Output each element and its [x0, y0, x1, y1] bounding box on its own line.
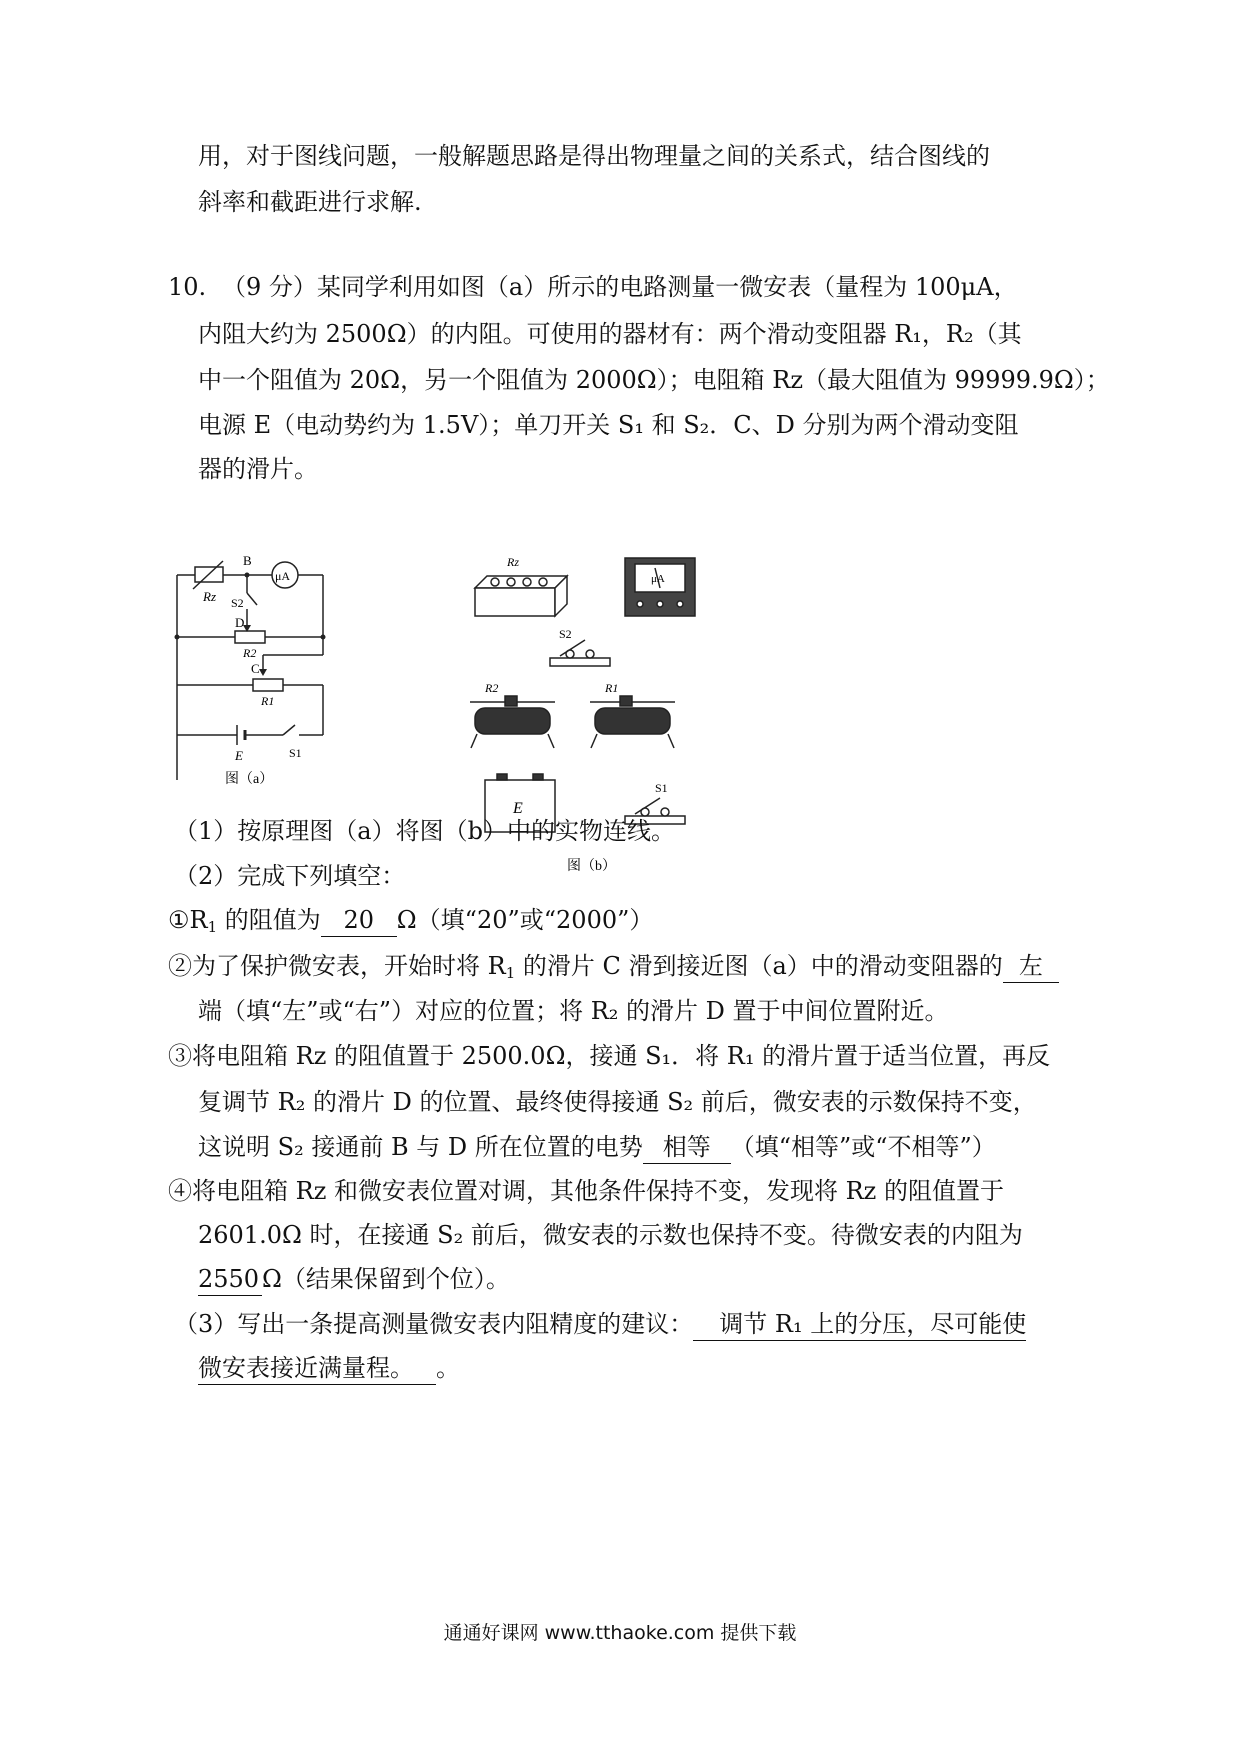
fig-a-label-s2: S2	[231, 596, 244, 610]
fig-a-caption: 图（a）	[225, 772, 274, 787]
q2-sub: 1	[505, 964, 516, 982]
p3-end: 。	[436, 1354, 460, 1382]
fig-b-label-ua: μA	[651, 573, 665, 585]
q1-post: Ω（填“20”或“2000”）	[396, 906, 654, 934]
p3-prefix: （3）写出一条提高测量微安表内阻精度的建议：	[174, 1310, 694, 1338]
q4-answer: 2550	[198, 1263, 262, 1296]
fig-b-label-s2: S2	[559, 627, 572, 641]
fig-a-label-e: E	[235, 748, 243, 763]
q2-line-2: 端（填“左”或“右”）对应的位置；将 R₂ 的滑片 D 置于中间位置附近。	[198, 997, 949, 1025]
q4-line-3	[198, 1263, 510, 1296]
intro-line-2: 斜率和截距进行求解.	[198, 188, 422, 216]
part-1: （1）按原理图（a）将图（b）中的实物连线。	[174, 817, 675, 845]
q4-line-2: 2601.0Ω 时，在接通 S₂ 前后，微安表的示数也保持不变。待微安表的内阻为	[198, 1221, 1023, 1249]
question-line-4: 电源 E（电动势约为 1.5V）；单刀开关 S₁ 和 S₂．C、D 分别为两个滑动变阻	[198, 411, 1019, 439]
fig-b-label-r2: R2	[485, 681, 499, 695]
q3-line-1: ③将电阻箱 Rz 的阻值置于 2500.0Ω，接通 S₁．将 R₁ 的滑片置于适当位置，再反	[168, 1042, 1051, 1070]
q3-line-3	[198, 1131, 996, 1164]
fig-b-label-e: E	[513, 800, 523, 817]
page-footer: 通通好课网 www.tthaoke.com 提供下载	[443, 1622, 797, 1644]
q1-line	[168, 904, 653, 943]
q4-post: Ω（结果保留到个位）。	[262, 1265, 510, 1293]
q3-prefix: 这说明 S₂ 接通前 B 与 D 所在位置的电势	[198, 1133, 643, 1161]
fig-b-label-rz: Rz	[507, 555, 519, 569]
q4-line-1: ④将电阻箱 Rz 和微安表位置对调，其他条件保持不变，发现将 Rz 的阻值置于	[168, 1177, 1004, 1205]
p3-line-2	[198, 1352, 460, 1385]
fig-a-label-s1: S1	[289, 746, 302, 760]
q1-answer: 20	[321, 904, 397, 937]
q1-sub: 1	[207, 918, 218, 936]
q2-mid: 的滑片 C 滑到接近图（a）中的滑动变阻器的	[515, 952, 1003, 980]
q2-prefix: ②为了保护微安表，开始时将 R	[168, 952, 506, 980]
fig-a-label-ua: μA	[275, 569, 291, 583]
fig-b-label-s1: S1	[655, 781, 668, 795]
figure-a-circuit	[165, 545, 375, 800]
q3-answer: 相等	[643, 1131, 731, 1164]
p3-answer-1: 调节 R₁ 上的分压，尽可能使	[693, 1308, 1026, 1341]
intro-line-1: 用，对于图线问题，一般解题思路是得出物理量之间的关系式，结合图线的	[198, 142, 990, 170]
part-2: （2）完成下列填空：	[174, 862, 406, 890]
fig-b-caption: 图（b）	[567, 859, 616, 874]
q3-post: （填“相等”或“不相等”）	[730, 1133, 996, 1161]
fig-a-label-rz: Rz	[203, 589, 216, 604]
question-line-3: 中一个阻值为 20Ω，另一个阻值为 2000Ω）；电阻箱 Rz（最大阻值为 99999.9Ω）；	[198, 366, 1110, 394]
fig-b-label-r1: R1	[605, 681, 619, 695]
q3-line-2: 复调节 R₂ 的滑片 D 的位置、最终使得接通 S₂ 前后，微安表的示数保持不变，	[198, 1088, 1037, 1116]
q1-mid: 的阻值为	[217, 906, 321, 934]
q1-prefix: ①R	[168, 906, 208, 934]
q2-answer: 左	[1003, 950, 1059, 983]
fig-a-label-r1: R1	[261, 694, 275, 708]
p3-answer-2: 微安表接近满量程。	[198, 1352, 436, 1385]
fig-a-label-r2: R2	[243, 646, 257, 660]
question-number: 10.	[168, 273, 207, 301]
p3-line-1	[174, 1308, 1026, 1341]
question-line-1: （9 分）某同学利用如图（a）所示的电路测量一微安表（量程为 100μA，	[222, 273, 1018, 301]
fig-a-label-c: C	[251, 661, 260, 676]
question-line-5: 器的滑片。	[198, 455, 318, 483]
question-line-2: 内阻大约为 2500Ω）的内阻。可使用的器材有：两个滑动变阻器 R₁，R₂（其	[198, 320, 1022, 348]
fig-a-label-d: D	[235, 615, 245, 630]
fig-a-label-b: B	[243, 553, 252, 568]
q2-line-1	[168, 950, 1059, 989]
